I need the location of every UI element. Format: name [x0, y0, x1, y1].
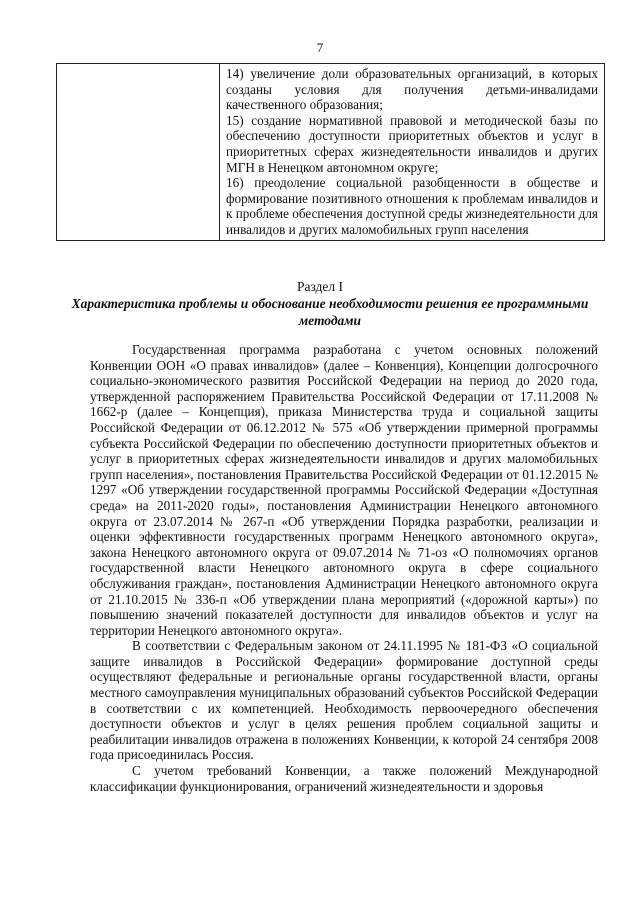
section-title: Характеристика проблемы и обоснование необходимости решения ее программными методами — [71, 296, 589, 328]
page-number: 7 — [316, 40, 324, 55]
goals-table — [56, 63, 605, 241]
table-goals-cell — [220, 64, 605, 241]
paragraph-2: В соответствии с Федеральным законом от 24.11.1995 № 181-ФЗ «О социальной защите инвалидов в Российской Федерации» формирование доступной среды осуществляют федеральные и региональные органы государственной власти, органы местного самоуправления муниципальных образований субъектов Российской Федерации в соответствии с их компетенцией. Необходимость первоочередного обеспечения доступности объектов и услуг в целях решения проблем социальной защиты и реабилитации инвалидов отражена в положениях Конвенции, к которой 24 сентября 2008 года присоединилась Россия. — [90, 638, 598, 763]
table-row — [57, 64, 605, 241]
goal-item-16: 16) преодоление социальной разобщенности в обществе и формирование позитивного отношения к проблемам инвалидов и к проблеме обеспечения доступной среды жизнедеятельности для инвалидов и других маломобильных групп населения — [226, 175, 598, 237]
paragraph-1: Государственная программа разработана с учетом основных положений Конвенции ООН «О правах инвалидов» (далее – Конвенция), Концепции долгосрочного социально-экономического развития Российской Федерации на период до 2020 года, утвержденной распоряжением Правительства Российской Федерации от 17.11.2008 № 1662-р (далее – Концепция), приказа Министерства труда и социальной защиты Российской Федерации от 06.12.2012 № 575 «Об утверждении примерной программы субъекта Российской Федерации по обеспечению доступности приоритетных объектов и услуг в приоритетных сферах жизнедеятельности инвалидов и других маломобильных групп населения», постановления Правительства Российской Федерации от 01.12.2015 № 1297 «Об утверждении государственной программы Российской Федерации «Доступная среда» на 2011-2020 годы», постановления Администрации Ненецкого автономного округа от 23.07.2014 № 267-п «Об утверждении Порядка разработки, реализации и оценки эффективности государственных программ Ненецкого автономного округа», закона Ненецкого автономного округа от 09.07.2014 № 71-оз «О полномочиях органов государственной власти Ненецкого автономного округа в сфере социального обслуживания граждан», постановления Администрации Ненецкого автономного округа от 21.10.2015 № 336-п «Об утверждении плана мероприятий («дорожной карты») по повышению значений показателей доступности для инвалидов объектов и услуг на территории Ненецкого автономного округа». — [90, 342, 598, 638]
table-label-cell — [57, 64, 220, 241]
body-text — [90, 342, 598, 794]
section-label: Раздел I — [296, 279, 344, 294]
goal-item-15: 15) создание нормативной правовой и методической базы по обеспечению доступности приоритетных объектов и услуг в приоритетных сферах жизнедеятельности инвалидов и других МГН в Ненецком автономном округе; — [226, 112, 598, 175]
goal-item-14: 14) увеличение доли образовательных организаций, в которых созданы условия для получения детьми-инвалидами качественного образования; — [226, 66, 598, 113]
paragraph-3: С учетом требований Конвенции, а также положений Международной классификации функционирования, ограничений жизнедеятельности и здоровья — [90, 763, 598, 794]
